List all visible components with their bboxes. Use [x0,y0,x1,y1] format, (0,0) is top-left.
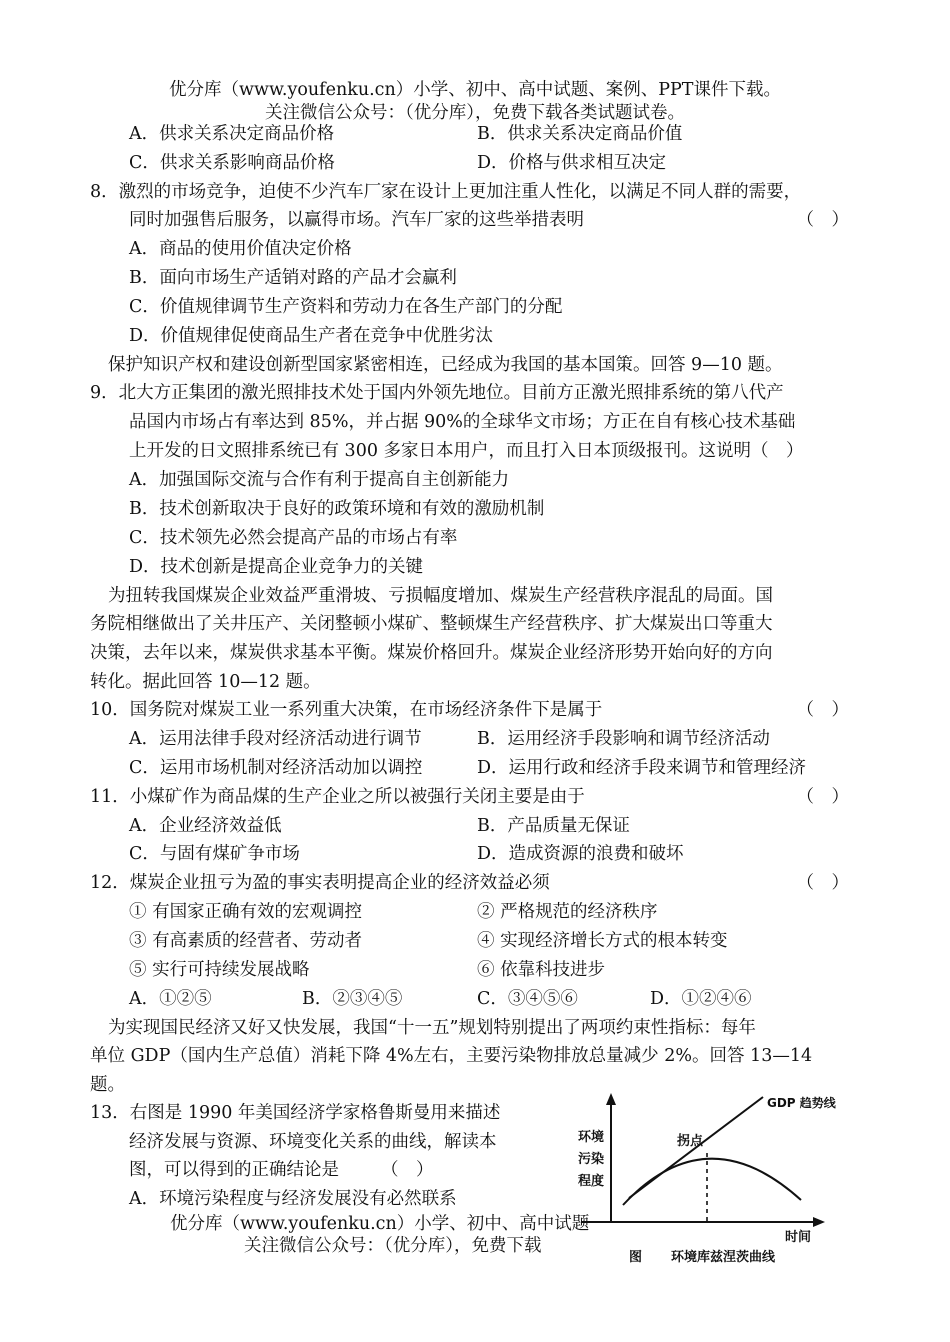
q12-stem-text: 12．煤炭企业扭亏为盈的事实表明提高企业的经济效益必须 [90,873,550,893]
q9-stem-line-2: 品国内市场占有率达到 85%，并占据 90%的全球华文市场；方正在自有核心技术基础 [129,412,796,432]
intro-10-12-line-1: 为扭转我国煤炭企业效益严重滑坡、亏损幅度增加、煤炭生产经营秩序混乱的局面。国 [108,586,773,606]
q10-stem-text: 10．国务院对煤炭工业一系列重大决策，在市场经济条件下是属于 [90,700,603,720]
q11-stem [90,785,849,809]
q13-stem-line-2: 经济发展与资源、环境变化关系的曲线，解读本 [129,1132,497,1152]
q12-option-a: A．①②⑤ [129,989,212,1009]
q12-stem [90,871,849,895]
q12-statement-1: ① 有国家正确有效的宏观调控 [129,902,363,922]
intro-9-10: 保护知识产权和建设创新型国家紧密相连，已经成为我国的基本国策。回答 9—10 题。 [108,355,783,375]
q13-option-a: A．环境污染程度与经济发展没有必然联系 [129,1189,457,1209]
q8-stem-line-2 [129,208,849,232]
q12-option-b: B．②③④⑤ [302,989,403,1009]
q11-option-d: D．造成资源的浪费和破坏 [477,844,684,864]
q10-option-d: D．运用行政和经济手段来调节和管理经济 [477,758,807,778]
kuznets-curve [623,1159,801,1205]
q13-stem-line-1: 13．右图是 1990 年美国经济学家格鲁斯曼用来描述 [90,1103,501,1123]
q11-option-b: B．产品质量无保证 [477,816,630,836]
x-axis-label: 时间 [785,1230,812,1245]
q12-answer-paren: （ ） [796,873,849,893]
header-line-2: 关注微信公众号：（优分库），免费下载各类试题试卷。 [265,103,685,123]
q11-answer-paren: （ ） [796,787,849,807]
q12-statement-4: ④ 实现经济增长方式的根本转变 [477,931,728,951]
q10-answer-paren: （ ） [796,700,849,720]
q9-option-c: C．技术领先必然会提高产品的市场占有率 [129,528,458,548]
q8-stem-text: 同时加强售后服务，以赢得市场。汽车厂家的这些举措表明 [129,210,584,230]
q10-option-c: C．运用市场机制对经济活动加以调控 [129,758,423,778]
footer-line-2: 关注微信公众号：（优分库），免费下载 [244,1236,542,1256]
q8-option-d: D．价值规律促使商品生产者在竞争中优胜劣汰 [129,326,494,346]
q8-option-c: C．价值规律调节生产资料和劳动力在各生产部门的分配 [129,297,563,317]
q12-statement-6: ⑥ 依靠科技进步 [477,960,606,980]
q7-option-b: B．供求关系决定商品价值 [477,124,683,144]
q7-option-c: C．供求关系影响商品价格 [129,153,335,173]
q9-stem-line-1: 9．北大方正集团的激光照排技术处于国内外领先地位。目前方正激光照排系统的第八代产 [90,383,784,403]
q11-stem-text: 11．小煤矿作为商品煤的生产企业之所以被强行关闭主要是由于 [90,787,585,807]
y-axis-arrow [606,1093,616,1105]
q12-statement-5: ⑤ 实行可持续发展战略 [129,960,310,980]
q9-option-b: B．技术创新取决于良好的政策环境和有效的激励机制 [129,499,545,519]
q8-stem-line-1: 8．激烈的市场竞争，迫使不少汽车厂家在设计上更加注重人性化，以满足不同人群的需要， [90,182,802,202]
q10-stem [90,698,849,722]
q9-stem-line-3: 上开发的日文照排系统已有 300 多家日本用户，而且打入日本顶级报刊。这说明（ ） [129,441,804,461]
q12-option-c: C．③④⑤⑥ [477,989,578,1009]
q12-statement-3: ③ 有高素质的经营者、劳动者 [129,931,363,951]
q11-option-c: C．与固有煤矿争市场 [129,844,300,864]
figure-caption-title: 环境库兹涅茨曲线 [671,1250,776,1265]
q10-option-b: B．运用经济手段影响和调节经济活动 [477,729,770,749]
y-axis-label-2: 污染 [578,1152,605,1167]
q13-answer-paren: （ ） [381,1160,434,1180]
header-line-1: 优分库（www.youfenku.cn）小学、初中、高中试题、案例、PPT课件下载。 [169,80,781,100]
q8-option-b: B．面向市场生产适销对路的产品才会赢利 [129,268,457,288]
q9-option-d: D．技术创新是提高企业竞争力的关键 [129,557,424,577]
q7-option-d: D．价格与供求相互决定 [477,153,667,173]
q11-option-a: A．企业经济效益低 [129,816,282,836]
intro-10-12-line-2: 务院相继做出了关井压产、关闭整顿小煤矿、整顿煤生产经营秩序、扩大煤炭出口等重大 [90,614,773,634]
y-axis-label-1: 环境 [578,1130,605,1145]
y-axis-label-3: 程度 [578,1174,605,1189]
figure-caption-label: 图 [629,1250,643,1265]
q10-option-a: A．运用法律手段对经济活动进行调节 [129,729,422,749]
kuznets-curve-figure [575,1085,855,1270]
q8-option-a: A．商品的使用价值决定价格 [129,239,352,259]
q12-statement-2: ② 严格规范的经济秩序 [477,902,658,922]
footer-line-1: 优分库（www.youfenku.cn）小学、初中、高中试题 [170,1214,590,1234]
q13-stem-line-3 [129,1158,434,1182]
intro-10-12-line-3: 决策，去年以来，煤炭供求基本平衡。煤炭价格回升。煤炭企业经济形势开始向好的方向 [90,643,773,663]
gdp-trend-label: GDP 趋势线 [767,1096,836,1110]
x-axis-arrow [813,1217,825,1227]
inflection-label: 拐点 [677,1134,704,1149]
intro-13-14-line-2: 单位 GDP（国内生产总值）消耗下降 4%左右，主要污染物排放总量减少 2%。回答 13—14 [90,1046,813,1066]
intro-10-12-line-4: 转化。据此回答 10—12 题。 [90,672,321,692]
q13-stem-text: 图，可以得到的正确结论是 [129,1160,339,1180]
intro-13-14-line-3: 题。 [90,1075,125,1095]
q8-answer-paren: （ ） [796,210,849,230]
intro-13-14-line-1: 为实现国民经济又好又快发展，我国“十一五”规划特别提出了两项约束性指标：每年 [108,1018,756,1038]
q9-option-a: A．加强国际交流与合作有利于提高自主创新能力 [129,470,510,490]
q12-option-d: D．①②④⑥ [650,989,752,1009]
q7-option-a: A．供求关系决定商品价格 [129,124,335,144]
